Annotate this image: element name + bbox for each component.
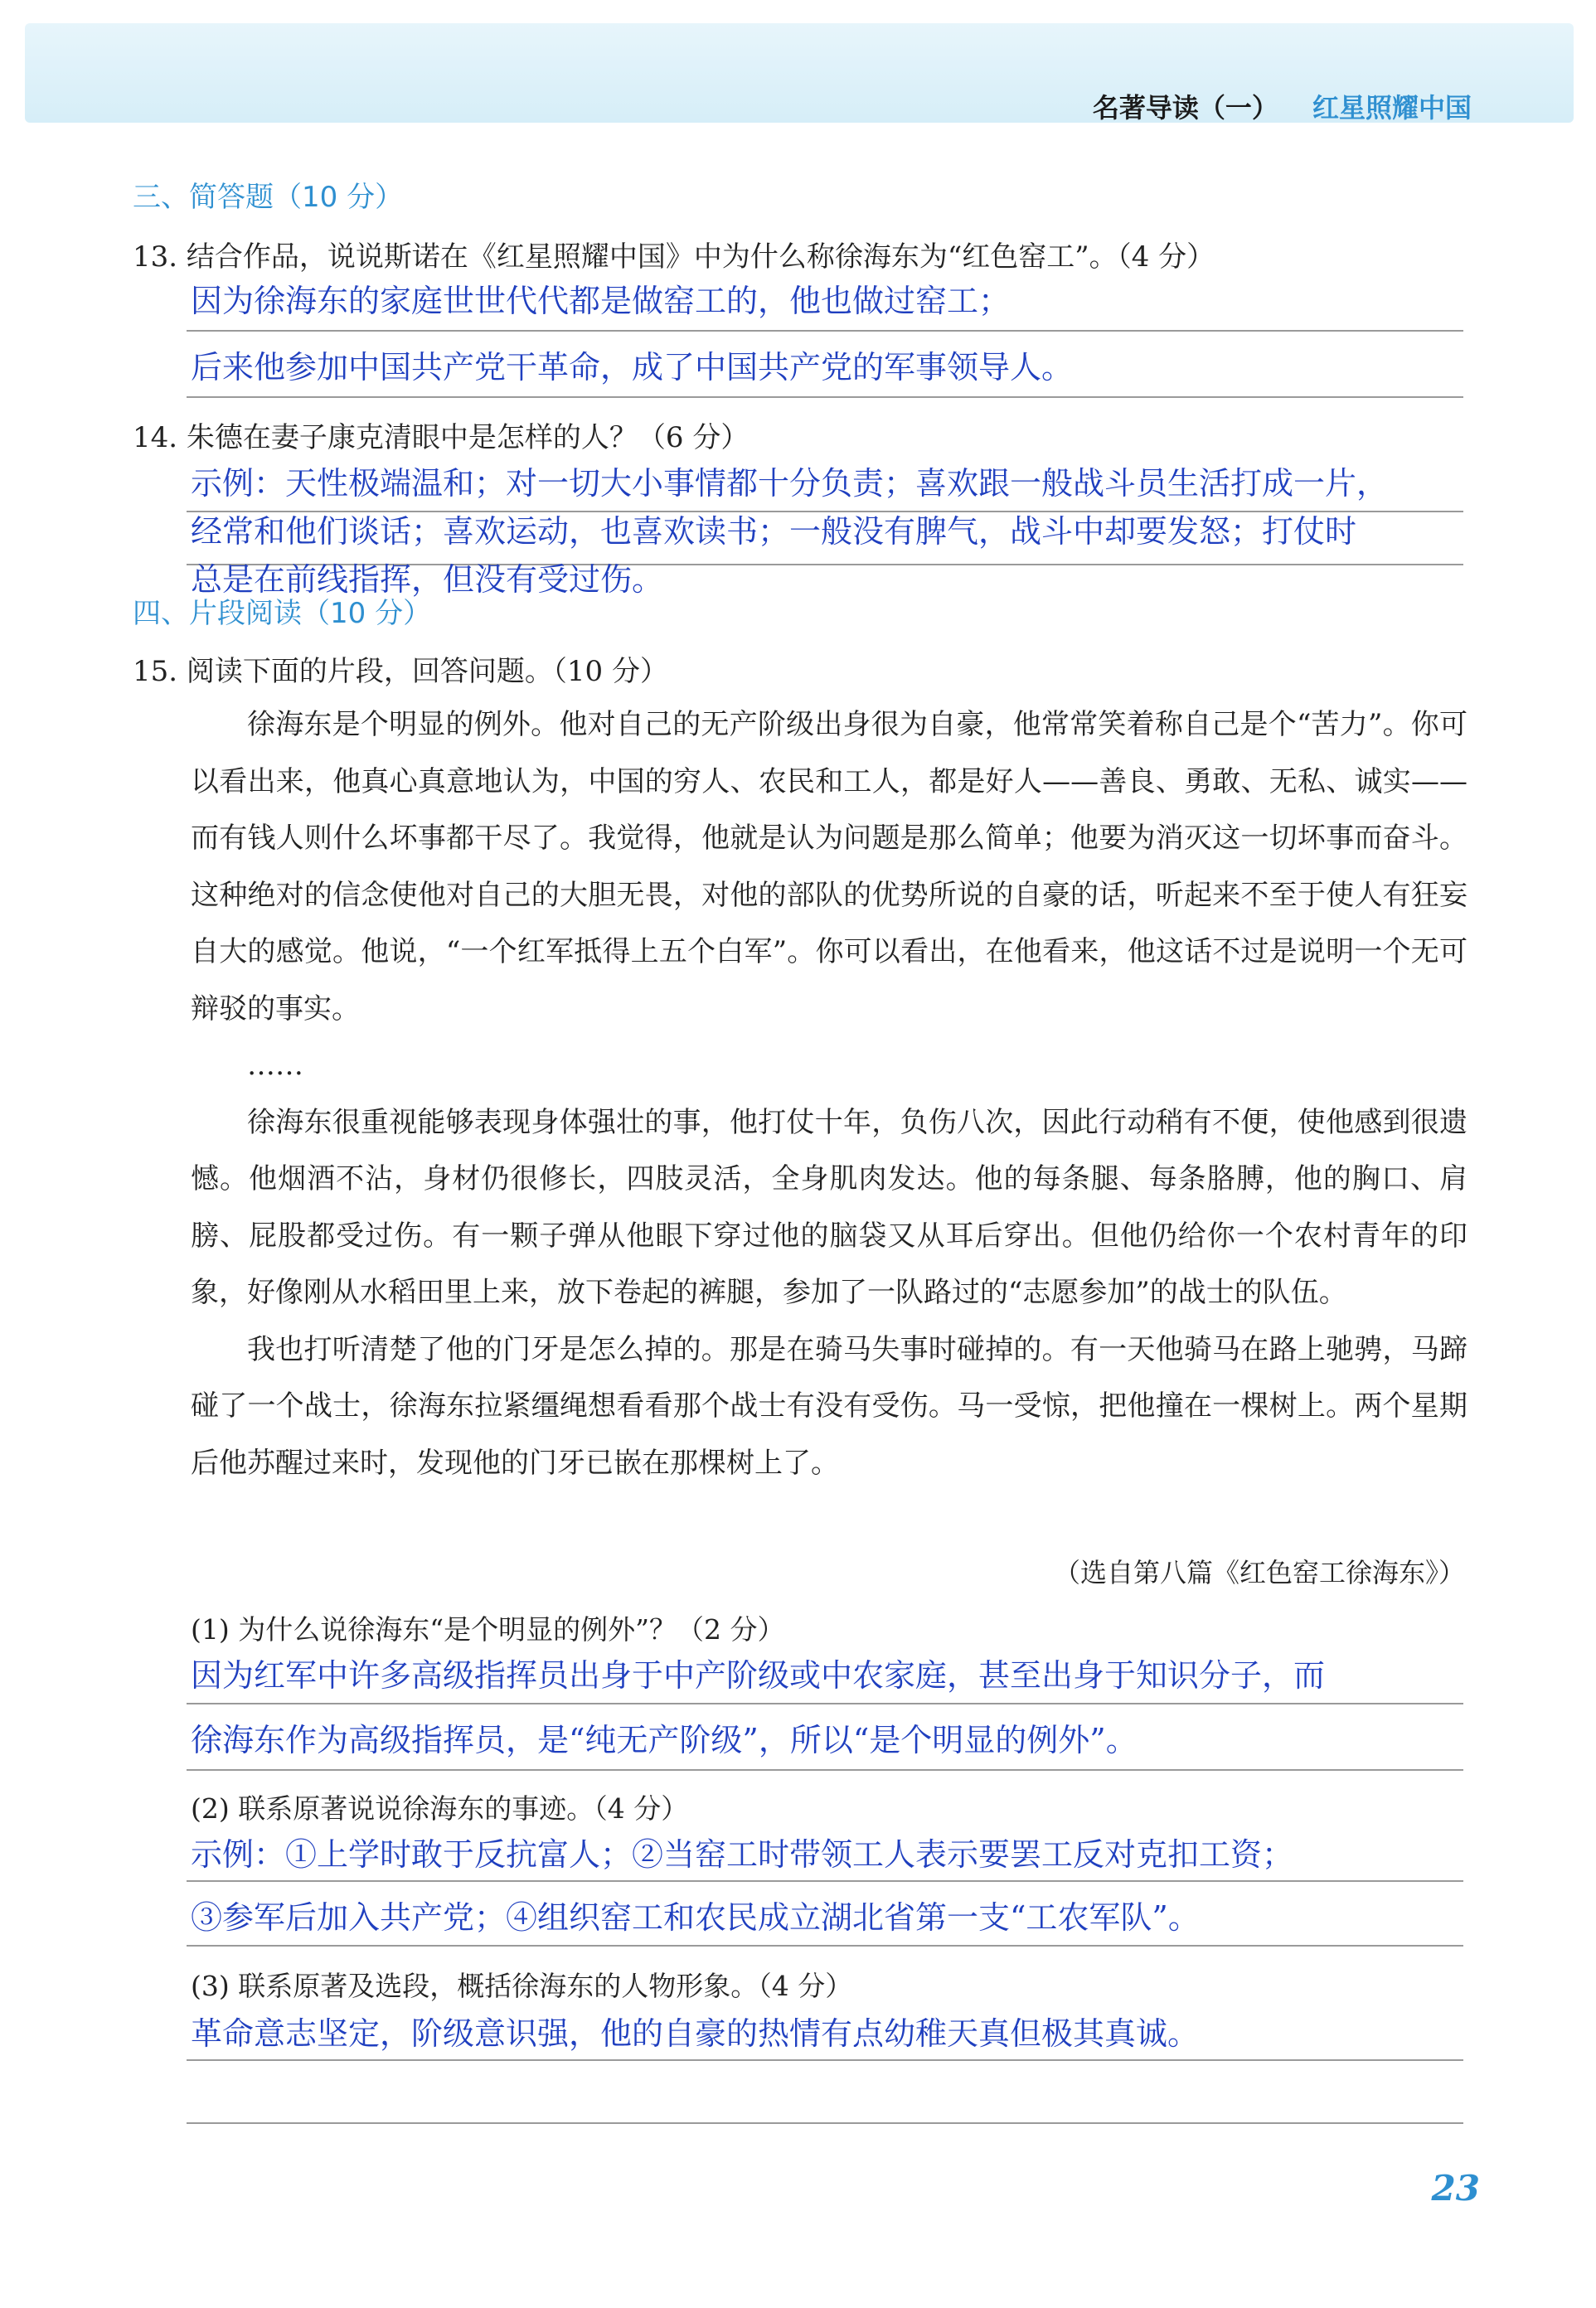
answer-rule — [187, 2122, 1463, 2124]
sub-answer-2-line-1: 示例：①上学时敢于反抗富人；②当窑工时带领工人表示要罢工反对克扣工资； — [191, 1836, 1294, 1873]
sub-answer-1-line-1: 因为红军中许多高级指挥员出身于中产阶级或中农家庭，甚至出身于知识分子，而 — [191, 1657, 1326, 1694]
answer-13-line-1: 因为徐海东的家庭世世代代都是做窑工的，他也做过窑工； — [191, 283, 1011, 319]
answer-rule — [187, 330, 1463, 332]
answer-13-line-2: 后来他参加中国共产党干革命，成了中国共产党的军事领导人。 — [191, 349, 1074, 385]
answer-rule — [187, 1769, 1463, 1771]
page-number: 23 — [1431, 2168, 1480, 2209]
section-title-short-answer: 三、简答题（10 分） — [133, 181, 404, 214]
answer-14-line-2: 经常和他们谈话；喜欢运动，也喜欢读书；一般没有脾气，战斗中却要发怒；打仗时 — [191, 513, 1357, 550]
answer-14-line-1: 示例：天性极端温和；对一切大小事情都十分负责；喜欢跟一般战斗员生活打成一片， — [191, 465, 1389, 502]
sub-answer-2-line-2: ③参军后加入共产党；④组织窑工和农民成立湖北省第一支“工农军队”。 — [191, 1899, 1200, 1936]
question-13: 13. 结合作品，说说斯诺在《红星照耀中国》中为什么称徐海东为“红色窑工”。（4 分） — [133, 240, 1215, 274]
answer-rule — [187, 1945, 1463, 1947]
question-15: 15. 阅读下面的片段，回答问题。（10 分） — [133, 655, 668, 688]
answer-rule — [187, 1703, 1463, 1704]
answer-rule — [187, 2059, 1463, 2061]
sub-answer-1-line-2: 徐海东作为高级指挥员，是“纯无产阶级”，所以“是个明显的例外”。 — [191, 1722, 1138, 1758]
book-subtitle: 红星照耀中国 — [1312, 92, 1472, 124]
answer-rule — [187, 1880, 1463, 1882]
sub-answer-3-line-1: 革命意志坚定，阶级意识强，他的自豪的热情有点幼稚天真但极其真诚。 — [191, 2015, 1200, 2052]
question-14: 14. 朱德在妻子康克清眼中是怎样的人？（6 分） — [133, 421, 749, 454]
book-title: 名著导读（一） — [1092, 92, 1278, 124]
running-header — [1093, 87, 1472, 125]
answer-14-line-3: 总是在前线指挥，但没有受过伤。 — [191, 561, 664, 598]
passage-paragraph: 徐海东很重视能够表现身体强壮的事，他打仗十年，负伤八次，因此行动稍有不便，使他感到很遗憾。他烟酒不沾，身材仍很修长，四肢灵活，全身肌肉发达。他的每条腿、每条胳膊，他的胸口、肩膀、屁股都受过伤。有一颗子弹从他眼下穿过他的脑袋又从耳后穿出。但他仍给你一个农村青年的印象，好像刚从水稻田里上来，放下卷起的裤腿，参加了一队路过的“志愿参加”的战士的队伍。 — [191, 1105, 1467, 1309]
passage-ellipsis: …… — [247, 1049, 303, 1082]
sub-question-3: (3) 联系原著及选段，概括徐海东的人物形象。（4 分） — [191, 1970, 853, 2002]
section-title-reading: 四、片段阅读（10 分） — [133, 597, 432, 630]
sub-question-2: (2) 联系原著说说徐海东的事迹。（4 分） — [191, 1792, 689, 1825]
passage-paragraph: 徐海东是个明显的例外。他对自己的无产阶级出身很为自豪，他常常笑着称自己是个“苦力”。你可以看出来，他真心真意地认为，中国的穷人、农民和工人，都是好人——善良、勇敢、无私、诚实——而有钱人则什么坏事都干尽了。我觉得，他就是认为问题是那么简单；他要为消灭这一切坏事而奋斗。这种绝对的信念使他对自己的大胆无畏，对他的部队的优势所说的自豪的话，听起来不至于使人有狂妄自大的感觉。他说，“一个红军抵得上五个白军”。你可以看出，在他看来，他这话不过是说明一个无可辩驳的事实。 — [191, 708, 1467, 1026]
sub-question-1: (1) 为什么说徐海东“是个明显的例外”？（2 分） — [191, 1613, 785, 1646]
reading-passage — [191, 696, 1467, 1491]
answer-rule — [187, 396, 1463, 398]
passage-paragraph: 我也打听清楚了他的门牙是怎么掉的。那是在骑马失事时碰掉的。有一天他骑马在路上驰骋，马蹄碰了一个战士，徐海东拉紧缰绳想看看那个战士有没有受伤。马一受惊，把他撞在一棵树上。两个星期后他苏醒过来时，发现他的门牙已嵌在那棵树上了。 — [191, 1332, 1467, 1480]
passage-source: （选自第八篇《红色窑工徐海东》） — [1053, 1557, 1465, 1588]
